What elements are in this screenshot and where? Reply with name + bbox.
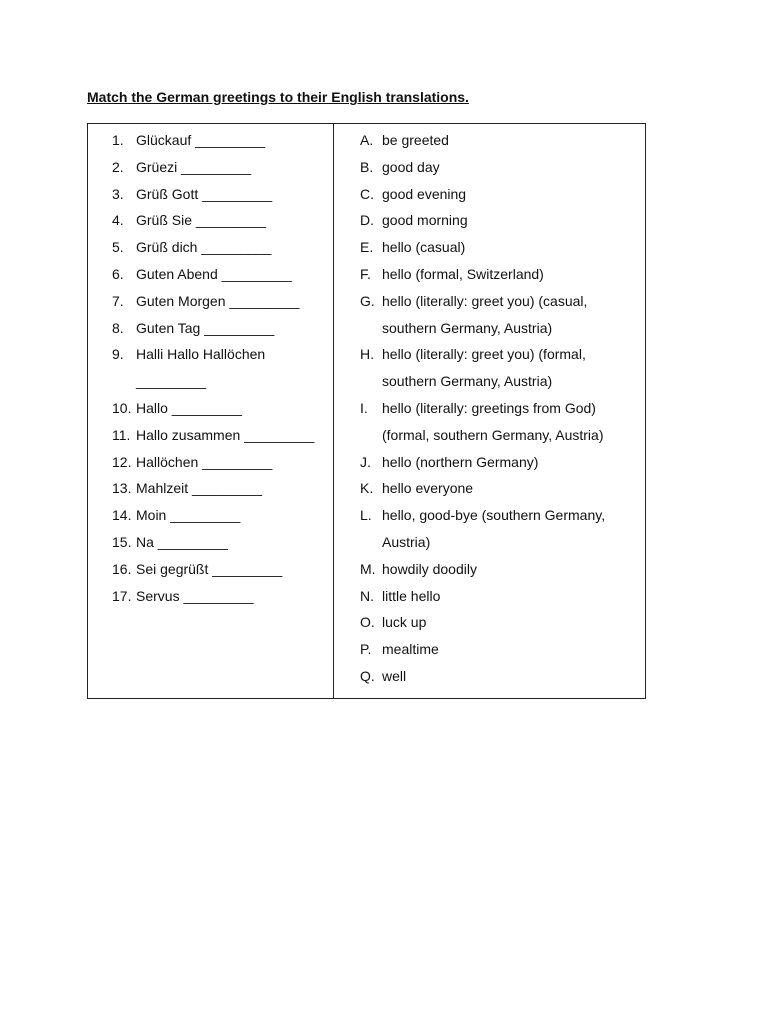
greeting-text: Servus _________ — [136, 587, 254, 604]
english-translation-item-continuation — [334, 529, 645, 556]
translation-text-continued: southern Germany, Austria) — [382, 319, 553, 336]
greeting-text: Mahlzeit _________ — [136, 480, 263, 497]
item-letter: H. — [360, 346, 374, 363]
answer-blank: _________ — [136, 373, 207, 390]
english-translation-item — [334, 475, 645, 502]
translation-text: hello (literally: greetings from God) — [382, 399, 596, 416]
german-greeting-item — [88, 127, 333, 154]
german-greeting-item — [88, 395, 333, 422]
english-translation-item — [334, 207, 645, 234]
german-greeting-item — [88, 556, 333, 583]
item-letter: E. — [360, 239, 374, 256]
greeting-text: Grüß dich _________ — [136, 239, 272, 256]
translation-text: good day — [382, 158, 440, 175]
greeting-text: Glückauf _________ — [136, 132, 266, 148]
german-greeting-item — [88, 422, 333, 449]
german-greeting-item — [88, 583, 333, 610]
translation-text: hello everyone — [382, 480, 474, 497]
translation-text: little hello — [382, 587, 441, 604]
greeting-text: Hallo zusammen _________ — [136, 426, 315, 443]
translation-text: mealtime — [382, 641, 439, 658]
item-number: 12. — [112, 453, 132, 470]
item-letter: J. — [360, 453, 371, 470]
german-greeting-item — [88, 341, 333, 368]
german-greeting-item-continuation — [88, 368, 333, 395]
greeting-text: Guten Morgen _________ — [136, 292, 300, 309]
translation-text: hello (literally: greet you) (casual, — [382, 292, 588, 309]
english-translation-item — [334, 449, 645, 476]
english-translation-item — [334, 556, 645, 583]
item-number: 15. — [112, 533, 132, 550]
greeting-text: Sei gegrüßt _________ — [136, 560, 283, 577]
english-translation-item — [334, 341, 645, 368]
greeting-text: Hallo _________ — [136, 399, 242, 416]
item-letter: A. — [360, 132, 374, 148]
greeting-text: Moin _________ — [136, 507, 241, 524]
item-letter: G. — [360, 292, 375, 309]
english-translation-item-continuation — [334, 422, 645, 449]
item-number: 5. — [112, 239, 124, 256]
item-number: 7. — [112, 292, 124, 309]
english-translation-item — [334, 288, 645, 315]
item-letter: O. — [360, 614, 375, 631]
item-letter: P. — [360, 641, 372, 658]
translation-text: good morning — [382, 212, 468, 229]
german-greeting-item — [88, 288, 333, 315]
item-letter: M. — [360, 560, 376, 577]
english-translation-item — [334, 663, 645, 690]
item-number: 3. — [112, 185, 124, 202]
item-number: 17. — [112, 587, 132, 604]
translation-text: luck up — [382, 614, 427, 631]
translation-text: be greeted — [382, 132, 449, 148]
item-letter: I. — [360, 399, 368, 416]
item-letter: F. — [360, 265, 371, 282]
item-letter: C. — [360, 185, 374, 202]
greeting-text: Halli Hallo Hallöchen — [136, 346, 266, 363]
greeting-text: Hallöchen _________ — [136, 453, 273, 470]
english-translation-item-continuation — [334, 315, 645, 342]
item-number: 11. — [112, 426, 131, 443]
item-letter: D. — [360, 212, 374, 229]
german-greeting-item — [88, 261, 333, 288]
item-number: 14. — [112, 507, 132, 524]
german-greeting-item — [88, 475, 333, 502]
item-number: 13. — [112, 480, 132, 497]
english-translation-item — [334, 127, 645, 154]
item-number: 10. — [112, 399, 132, 416]
item-number: 16. — [112, 560, 132, 577]
item-letter: K. — [360, 480, 374, 497]
translation-text: well — [382, 667, 407, 684]
german-greeting-item — [88, 529, 333, 556]
english-translation-item — [334, 609, 645, 636]
item-number: 4. — [112, 212, 124, 229]
english-translation-item — [334, 636, 645, 663]
english-translation-item — [334, 181, 645, 208]
english-translation-item — [334, 154, 645, 181]
german-greeting-item — [88, 234, 333, 261]
translation-text-continued: southern Germany, Austria) — [382, 373, 553, 390]
item-letter: L. — [360, 507, 372, 524]
item-number: 6. — [112, 265, 124, 282]
translation-text: hello (northern Germany) — [382, 453, 539, 470]
german-greeting-item — [88, 315, 333, 342]
english-translations-column — [334, 127, 645, 690]
greeting-text: Grüß Sie _________ — [136, 212, 266, 229]
german-greeting-item — [88, 154, 333, 181]
greeting-text: Grüß Gott _________ — [136, 185, 273, 202]
translation-text-continued: Austria) — [382, 533, 431, 550]
matching-table — [87, 123, 646, 699]
translation-text: hello (literally: greet you) (formal, — [382, 346, 586, 363]
item-number: 8. — [112, 319, 124, 336]
greeting-text: Guten Tag _________ — [136, 319, 275, 336]
translation-text: hello (casual) — [382, 239, 466, 256]
item-letter: N. — [360, 587, 374, 604]
translation-text: hello (formal, Switzerland) — [382, 265, 544, 282]
item-number: 1. — [112, 132, 124, 148]
german-greeting-item — [88, 207, 333, 234]
german-greetings-column — [88, 127, 333, 609]
german-greeting-item — [88, 181, 333, 208]
item-number: 9. — [112, 346, 124, 363]
english-translation-item — [334, 234, 645, 261]
item-letter: Q. — [360, 667, 375, 684]
english-translation-item-continuation — [334, 368, 645, 395]
greeting-text: Na _________ — [136, 533, 228, 550]
translation-text: hello, good-bye (southern Germany, — [382, 507, 606, 524]
english-translation-item — [334, 502, 645, 529]
english-translation-item — [334, 395, 645, 422]
german-greeting-item — [88, 502, 333, 529]
greeting-text: Guten Abend _________ — [136, 265, 292, 282]
english-translation-item — [334, 583, 645, 610]
item-letter: B. — [360, 158, 374, 175]
translation-text: good evening — [382, 185, 467, 202]
english-translation-item — [334, 261, 645, 288]
worksheet-title: Match the German greetings to their English translations. — [87, 89, 469, 105]
german-greeting-item — [88, 449, 333, 476]
item-number: 2. — [112, 158, 124, 175]
greeting-text: Grüezi _________ — [136, 158, 252, 175]
translation-text-continued: (formal, southern Germany, Austria) — [382, 426, 604, 443]
translation-text: howdily doodily — [382, 560, 477, 577]
